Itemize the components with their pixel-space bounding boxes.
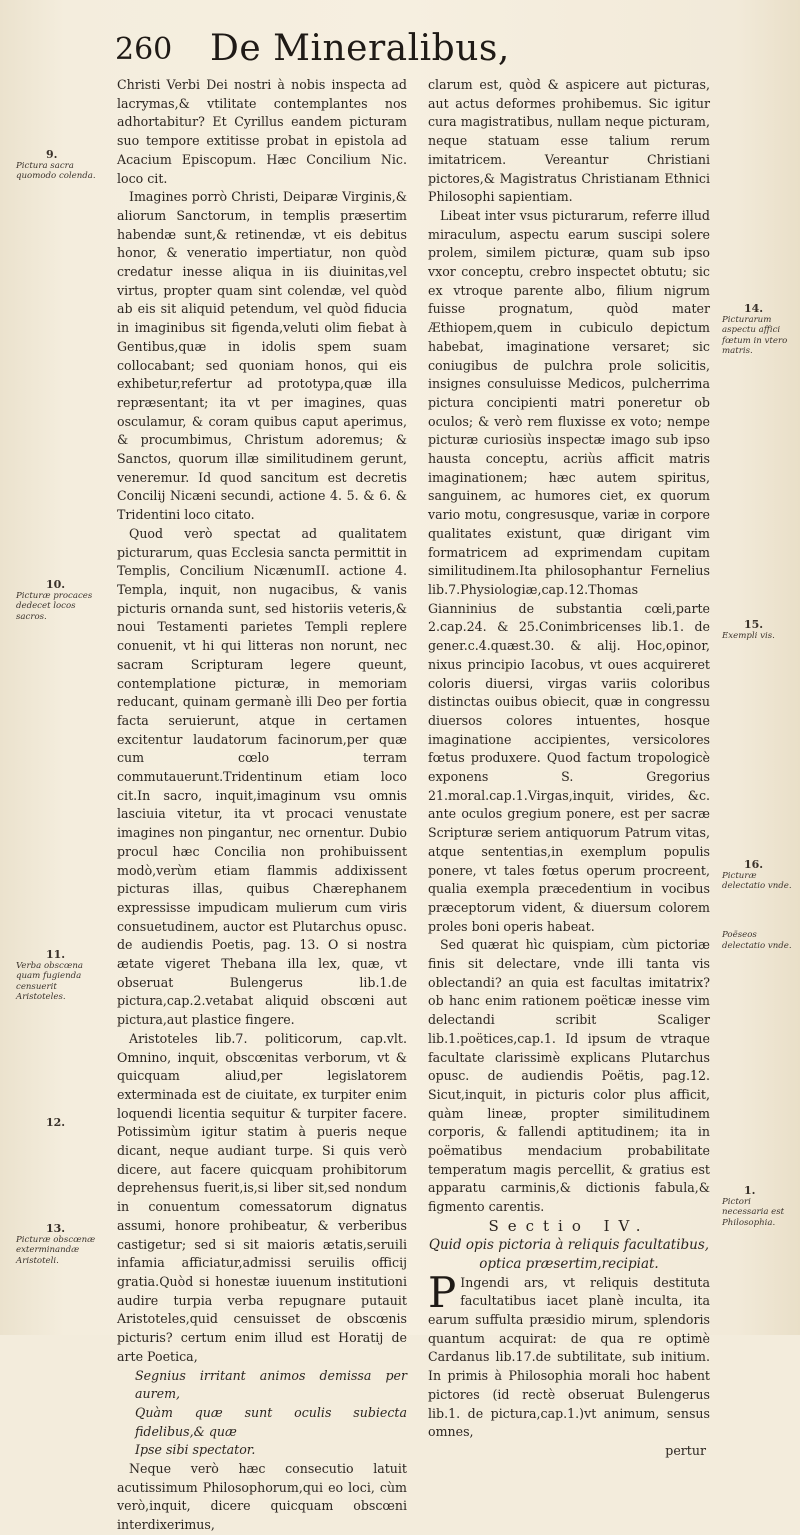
margin-note-poeseos [722,930,794,951]
paragraph-text: Ingendi ars, vt reliquis destituta facultatibus iacet planè inculta, ita earum suffulta præsidio mirum, splendoris quantum acquirat: de qua re optimè Cardanus lib.17.de subtilitate, sub initium. In primis à Philosophia morali hoc habent pictores (id rectè obseruat Bulengerus lib.1. de pictura,cap.1.)vt animum, sensus omnes, [428,1274,710,1440]
margin-note-text: Verba obscœna quam fugienda censuerit Aristoteles. [16,960,84,1003]
paragraph: Libeat inter vsus picturarum, referre illud miraculum, aspectu earum suscipi solere prolem, similem picturæ, quam sub ipso vxor conceptu, crebro inspectet obtutu; sic ex vtroque parente albo, filium nigrum fuisse prognatum, quòd mater Æthiopem,quem in cubiculo depictum habebat, imaginatione versaret; sic coniugibus de pulchra prole solicitis, insignes consuluisse Medicos, pulcherrima pictura concipienti matri poneretur ob oculos; & verò rem fluxisse ex voto; nempe picturæ curiosiùs inspectæ imago sub ipso hausta conceptu, acriùs afficit matris imaginationem; hæc autem spiritus, sanguinem, ac humores ciet, ex quorum vario motu, congresusque, variæ in corpore qualitates existunt, quæ dirigant vim formatricem ad exprimendam cupitam similitudinem.Ita philosophantur Fernelius lib.7.Physiologiæ,cap.12.Thomas Gianninius de substantia cœli,parte 2.cap.24. & 25.Conimbricenses lib.1. de gener.c.4.quæst.30. & alij. Hoc,opinor, nixus principio Iacobus, vt oues acquireret coloris diuersi, virgas variis coloribus distinctas ouibus obiecit, quæ in congressu diuersos colores intuentes, hosque imaginatione accipientes, versicolores fœtus produxere. Quod factum tropologicè exponens S. Gregorius 21.moral.cap.1.Virgas,inquit, virides, &c. ante oculos gregium ponere, est per sacræ Scripturæ seriem antiquorum Patrum vitas, atque sententias,in exemplum populis ponere, vt tales fœtus operum procreent, qualia exempla præcedentium in vocibus præceptorum vident, & diuersum colorem proles boni operis habeat. [428,207,710,934]
margin-note-15 [722,620,794,641]
margin-note-10 [16,580,104,622]
verse-line: Segnius irritant animos demissa per aurem, [135,1367,407,1402]
margin-note-text: Picturæ obscœnæ exterminandæ Aristoteli. [16,1234,96,1266]
paragraph: clarum est, quòd & aspicere aut picturas, aut actus deformes prohibemus. Sic igitur cura magistratibus, nullam neque picturam, neque statuam esse talium rerum imitatricem. Vereantur Christiani pictores,& Magistratus Christianam Ethnici Philosophi sapientiam. [428,77,710,205]
paragraph: Christi Verbi Dei nostri à nobis inspecta ad lacrymas,& vtilitate contemplantes nos adhortabitur? Et Cyrillus eandem picturam suo tempore extitisse probat in epistola ad Acacium Episcopum. Hæc Concilium Nic. loco cit. [117,77,407,186]
margin-note-number: 9. [46,148,58,161]
paragraph: Quod verò spectat ad qualitatem picturarum, quas Ecclesia sancta permittit in Templis, Concilium NicænumII. actione 4. Templa, inquit, non nugacibus, & vanis picturis ornanda sunt, sed historiis veteris,& noui Testamenti parietes Templi replere conuenit, vt hi qui litteras non norunt, nec sacram Scripturam legere queunt, contemplatione picturæ, in memoriam reducant, quinam germanè illi Deo per fortia facta seruierunt, atque in certamen excitentur laudatorum facinorum,per quæ cum cœlo terram commutauerunt.Tridentinum etiam loco cit.In sacro, inquit,imaginum vsu omnis lasciuia vitetur, ita vt procaci venustate imagines non pingantur, nec ornentur. Dubio procul hæc Concilia non prohibuissent modò,verùm etiam flammis addixissent picturas illas, quibus Chærephanem expressisse impudicam mulierum cum viris consuetudinem, auctor est Plutarchus opusc. de audiendis Poetis, pag. 13. O si nostra ætate vigeret Thebana illa lex, quæ, vt obseruat Bulengerus lib.1.de pictura,cap.2.vetabat aliquid obscœni aut pictura,aut plastice fingere. [117,525,407,1028]
verse-line: Quàm quæ sunt oculis subiecta fidelibus,& quæ [135,1404,407,1439]
margin-note-9 [16,150,104,182]
paragraph: Neque verò hæc consecutio latuit acutissimum Philosophorum,qui eo loci, cùm verò,inquit, dicere quicquam obscœni interdixerimus, [117,1461,407,1533]
paragraph [428,1267,710,1442]
catchword: pertur [665,1442,706,1458]
margin-note-number: 15. [744,618,764,631]
section-subtitle: Quid opis pictoria à reliquis facultatibus, optica præsertim,recipiat. [428,1236,710,1272]
running-title: De Mineralibus, [210,28,510,69]
margin-note-text: Exempli vis. [722,630,775,641]
margin-note-1 [722,1186,794,1228]
section-heading: Sectio IV. [488,1216,650,1235]
margin-note-number: 14. [744,302,764,315]
margin-note-number: 13. [46,1222,66,1235]
margin-note-text: Picturarum aspectu affici fœtum in vtero matris. [722,314,788,357]
page-number: 260 [115,32,173,67]
margin-note-number: 12. [46,1116,66,1129]
margin-note-14 [722,304,794,357]
margin-note-number: 1. [744,1184,756,1197]
paragraph: Sed quærat hìc quispiam, cùm pictoriæ finis sit delectare, vnde illi tanta vis oblectandi? an quia est facultas imitatrix? ob hanc enim rationem poëticæ inesse vim delectandi scribit Scaliger lib.1.poëtices,cap.1. Id ipsum de vtraque facultate clarissimè explicans Plutarchus opusc. de audiendis Poëtis, pag.12. Sicut,inquit, in picturis color plus afficit, quàm lineæ, propter similitudinem corporis, & fallendi aptitudinem; ita in poëmatibus mendacium probabilitate temperatum magis percellit, & gratius est apparatu carminis,& dictionis fabula,& figmento carentis. [428,937,710,1215]
margin-note-16 [722,860,794,892]
drop-cap: P [428,1267,457,1317]
margin-note-number: 11. [46,948,66,961]
margin-note-text: Poëseos delectatio vnde. [722,930,792,951]
margin-note-text: Picturæ delectatio vnde. [722,870,792,892]
paragraph: Imagines porrò Christi, Deiparæ Virginis,& aliorum Sanctorum, in templis præsertim habendæ sunt,& retinendæ, vt eis debitus honor, & veneratio impertiatur, non quòd credatur inesse aliqua in iis diuinitas,vel virtus, propter quam sint colendæ, vel quòd ab eis sit aliquid petendum, vel quòd fiducia in imaginibus sit figenda,veluti olim fiebat à Gentibus,quæ in idolis spem suam collocabant; sed quoniam honos, qui eis exhibetur,refertur ad prototypa,quæ illa repræsentant; ita vt per imagines, quas osculamur, & coram quibus caput aperimus, & procumbimus, Christum adoremus; & Sanctos, quorum illæ similitudinem gerunt, veneremur. Id quod sancitum est decretis Concilij Nicæni secundi, actione 4. 5. & 6. & Tridentini loco citato. [117,189,407,523]
margin-note-11 [16,950,104,1003]
margin-note-number: 16. [744,858,764,871]
verse-line: Ipse sibi spectator. [135,1442,256,1458]
margin-note-12 [16,1118,104,1129]
margin-note-text: Picturæ procaces dedecet locos sacros. [16,590,93,622]
margin-note-text: Pictura sacra quomodo colenda. [16,160,96,182]
paragraph: Aristoteles lib.7. politicorum, cap.vlt. Omnino, inquit, obscœnitas verborum, vt & quicquam aliud,per legislatorem exterminada est de ciuitate, ex turpiter enim loquendi licentia sequitur & turpiter facere. Potissimùm igitur statim à pueris neque dicant, neque audiant turpe. Si quis verò dicere, aut facere quicquam prohibitorum deprehensus fuerit,is,si liber sit,sed nondum in conuentum comessatorum dignatus assumi, honore prohibeatur, & verberibus castigetur; sed si sit maioris ætatis,seruili infamia afficiatur,admissi seruilis officij gratia.Quòd si honestæ iuuenum institutioni audire turpia verba repugnare putauit Aristoteles,quid censuisset de obscœnis picturis? certum enim illud est Horatij de arte Poetica, [117,1030,407,1364]
margin-note-13 [16,1224,104,1266]
margin-note-text: Pictori necessaria est Philosophia. [722,1196,785,1228]
right-text-column [428,76,710,1461]
left-text-column [117,76,407,1535]
margin-note-number: 10. [46,578,66,591]
page-header [115,26,715,72]
